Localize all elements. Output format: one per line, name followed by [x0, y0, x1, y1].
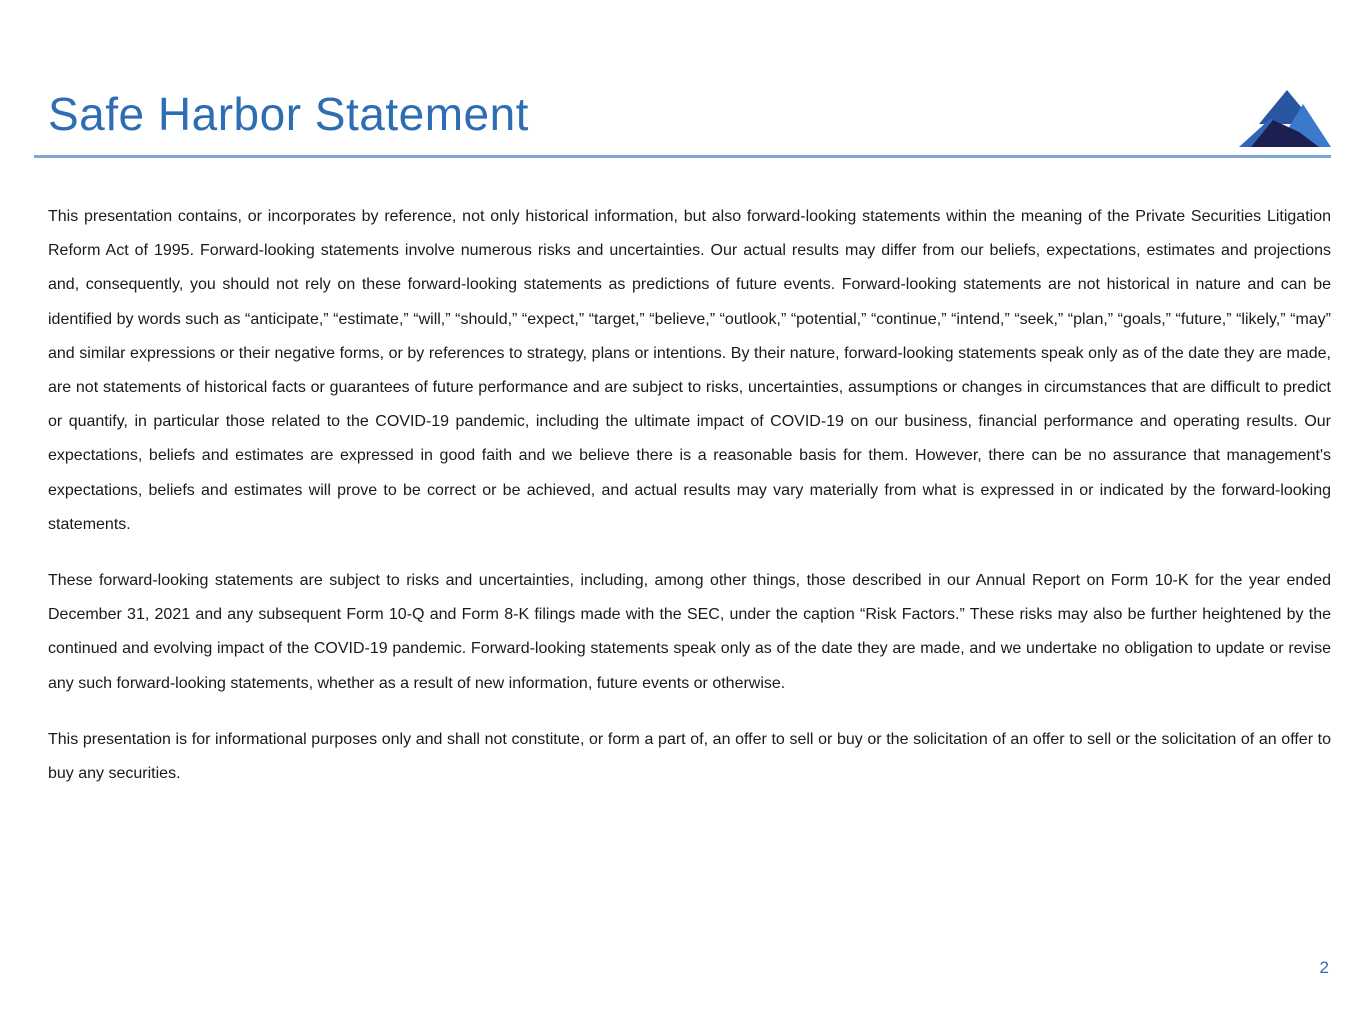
safe-harbor-body — [48, 200, 1331, 813]
paragraph-risk-factors: These forward-looking statements are subject to risks and uncertainties, including, among other things, those described in our Annual Report on Form 10-K for the year ended December 31, 2021 and any subsequent Form 10-Q and Form 8-K filings made with the SEC, under the caption “Risk Factors.” These risks may also be further heightened by the continued and evolving impact of the COVID-19 pandemic. Forward-looking statements speak only as of the date they are made, and we undertake no obligation to update or revise any such forward-looking statements, whether as a result of new information, future events or otherwise. — [48, 572, 1331, 692]
paragraph-informational-purposes: This presentation is for informational purposes only and shall not constitute, or form a part of, an offer to sell or buy or the solicitation of an offer to sell or the solicitation of an offer to buy any securities. — [48, 730, 1331, 783]
slide-title: Safe Harbor Statement — [48, 88, 529, 140]
title-divider — [34, 155, 1331, 158]
mountain-logo-icon — [1237, 88, 1331, 148]
paragraph-forward-looking: This presentation contains, or incorporates by reference, not only historical information, but also forward-looking statements within the meaning of the Private Securities Litigation Reform Act of 1995. Forward-looking statements involve numerous risks and uncertainties. Our actual results may differ from our beliefs, expectations, estimates and projections and, consequently, you should not rely on these forward-looking statements as predictions of future events. Forward-looking statements are not historical in nature and can be identified by words such as “anticipate,” “estimate,” “will,” “should,” “expect,” “target,” “believe,” “outlook,” “potential,” “continue,” “intend,” “seek,” “plan,” “goals,” “future,” “likely,” “may” and similar expressions or their negative forms, or by references to strategy, plans or intentions. By their nature, forward-looking statements speak only as of the date they are made, are not statements of historical facts or guarantees of future performance and are subject to risks, uncertainties, assumptions or changes in circumstances that are difficult to predict or quantify, in particular those related to the COVID-19 pandemic, including the ultimate impact of COVID-19 on our business, financial performance and operating results. Our expectations, beliefs and estimates are expressed in good faith and we believe there is a reasonable basis for them. However, there can be no assurance that management's expectations, beliefs and estimates will prove to be correct or be achieved, and actual results may vary materially from what is expressed in or indicated by the forward-looking statements. — [48, 208, 1331, 533]
page-number: 2 — [1319, 958, 1329, 977]
